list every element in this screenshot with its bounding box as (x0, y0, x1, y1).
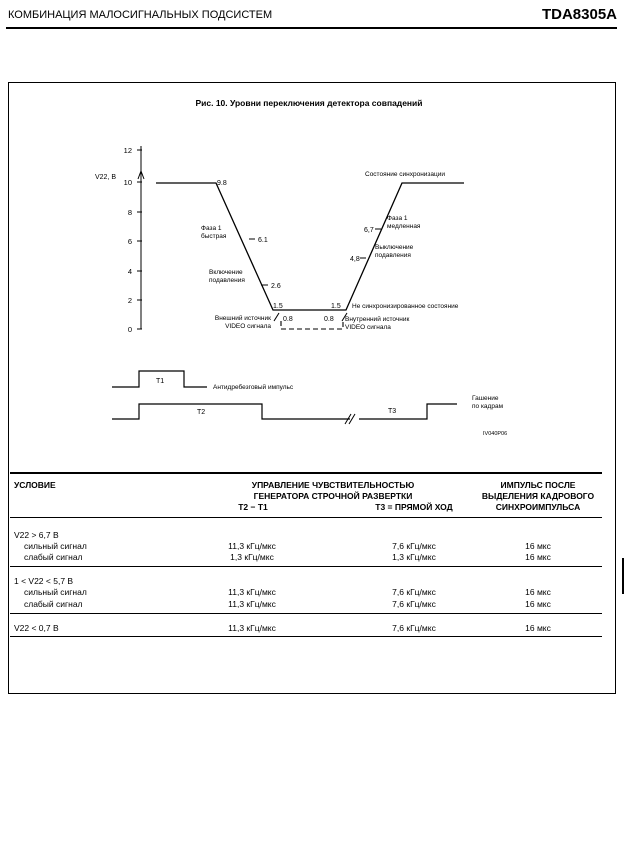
switching-curve (156, 183, 464, 310)
annotation-suppression-off: Выключение (375, 244, 414, 251)
cell-t2t1: 11,3 кГц/мкс (228, 587, 276, 597)
y-tick-label: 4 (127, 267, 132, 276)
header-impulse-2: ВЫДЕЛЕНИЯ КАДРОВОГО (481, 491, 595, 501)
header-t3: T3 = ПРЯМОЙ ХОД (375, 502, 453, 512)
t1-label: T1 (156, 378, 165, 385)
curve-tick (274, 313, 279, 321)
part-number: TDA8305A (541, 6, 617, 23)
point-label-6-1: 6.1 (258, 237, 268, 244)
header-impulse-3: СИНХРОИМПУЛЬСА (495, 502, 581, 512)
header-rule (10, 517, 602, 518)
annotation-phase1-fast: Фаза 1 (201, 225, 222, 232)
point-label-4-8: 4,8 (350, 256, 360, 263)
annotation-phase1-slow-2: медленная (387, 223, 421, 230)
y-tick-label: 6 (127, 237, 132, 246)
row-label: слабый сигнал (24, 552, 83, 562)
header-control-2: ГЕНЕРАТОРА СТРОЧНОЙ РАЗВЕРТКИ (253, 491, 413, 501)
point-label-2-6: 2.6 (271, 283, 281, 290)
annotation-sync-state: Состояние синхронизации (365, 171, 445, 178)
annotation-external-source-2: VIDEO сигнала (225, 323, 271, 330)
cell-t3: 7,6 кГц/мкс (392, 623, 436, 633)
point-label-1-5-right: 1.5 (331, 303, 341, 310)
figure-code: IV040P06 (483, 431, 508, 437)
point-label-1-5-left: 1.5 (273, 303, 283, 310)
annotation-internal-source-2: VIDEO сигнала (345, 324, 391, 331)
row-label: слабый сигнал (24, 599, 83, 609)
cell-t3: 7,6 кГц/мкс (392, 599, 436, 609)
y-tick-label: 8 (127, 208, 132, 217)
point-label-6-7: 6,7 (364, 227, 374, 234)
header-rule (6, 27, 617, 29)
anti-jitter-label: Антидребезговый импульс (213, 384, 294, 391)
group-rule (10, 613, 602, 614)
point-label-0-8-right: 0.8 (324, 316, 334, 323)
cell-t3: 7,6 кГц/мкс (392, 587, 436, 597)
cell-impulse: 16 мкс (525, 541, 551, 551)
condition-group-3: V22 < 0,7 В (14, 623, 59, 633)
cell-t2t1: 11,3 кГц/мкс (228, 623, 276, 633)
figure-caption: Рис. 10. Уровни переключения детектора совпадений (195, 98, 423, 108)
y-tick-label: 12 (123, 146, 132, 155)
condition-group-2: 1 < V22 < 5,7 В (14, 576, 74, 586)
cell-t2t1: 11,3 кГц/мкс (228, 599, 276, 609)
header-t2-t1: T2 − T1 (238, 502, 268, 512)
y-tick-label: 10 (123, 178, 132, 187)
header-control-1: УПРАВЛЕНИЕ ЧУВСТВИТЕЛЬНОСТЬЮ (251, 480, 415, 490)
cell-impulse: 16 мкс (525, 623, 551, 633)
annotation-internal-source: Внутренний источник (345, 316, 410, 323)
t2-label: T2 (197, 409, 206, 416)
condition-group-1: V22 > 6,7 В (14, 530, 59, 540)
running-header-title: КОМБИНАЦИЯ МАЛОСИГНАЛЬНЫХ ПОДСИСТЕМ (8, 9, 273, 21)
row-label: сильный сигнал (24, 541, 87, 551)
annotation-phase1-fast-2: быстрая (201, 233, 227, 240)
cell-impulse: 16 мкс (525, 552, 551, 562)
frame-blanking-label: Гашение (472, 395, 499, 402)
row-label: сильный сигнал (24, 587, 87, 597)
t3-waveform (359, 404, 457, 419)
frame-blanking-label-2: по кадрам (472, 403, 504, 410)
annotation-suppression-off-2: подавления (375, 252, 411, 259)
t3-label: T3 (388, 408, 397, 415)
y-tick-label: 2 (127, 296, 132, 305)
header-impulse-1: ИМПУЛЬС ПОСЛЕ (500, 480, 576, 490)
annotation-suppression-on: Включение (209, 269, 243, 276)
cell-t3: 1,3 кГц/мкс (392, 552, 436, 562)
cell-t2t1: 11,3 кГц/мкс (228, 541, 276, 551)
cell-t2t1: 1,3 кГц/мкс (230, 552, 274, 562)
annotation-unsync-state: Не синхронизированное состояние (352, 303, 459, 310)
y-axis-label: V22, В (95, 174, 117, 181)
cell-impulse: 16 мкс (525, 587, 551, 597)
annotation-phase1-slow: Фаза 1 (387, 215, 408, 222)
cell-impulse: 16 мкс (525, 599, 551, 609)
point-label-0-8-left: 0.8 (283, 316, 293, 323)
group-rule (10, 566, 602, 567)
y-tick-label: 0 (127, 325, 132, 334)
margin-change-bar (622, 558, 624, 594)
header-condition: УСЛОВИЕ (14, 480, 56, 490)
table-bottom-rule (10, 636, 602, 637)
point-label-9-8: 9.8 (217, 180, 227, 187)
cell-t3: 7,6 кГц/мкс (392, 541, 436, 551)
table-top-rule (10, 472, 602, 474)
annotation-suppression-on-2: подавления (209, 277, 245, 284)
t2-waveform (112, 404, 350, 419)
annotation-external-source: Внешний источник (214, 315, 271, 322)
